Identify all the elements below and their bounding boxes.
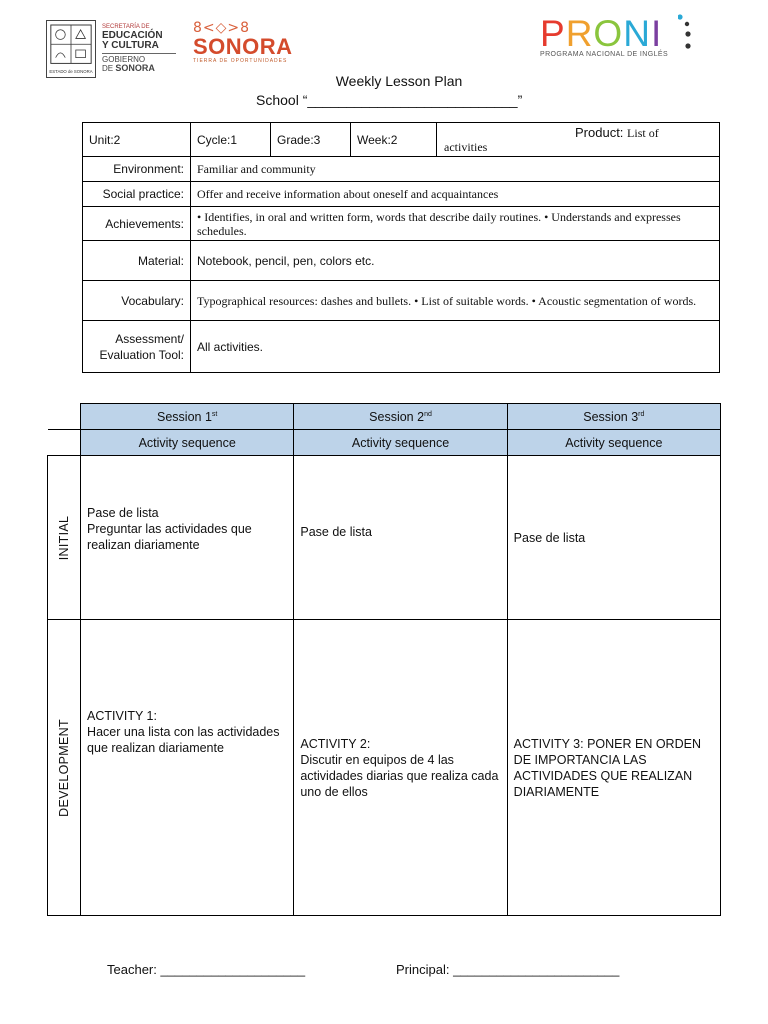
sonora-name: SONORA: [193, 34, 293, 59]
session-header-row: [48, 404, 721, 430]
development-session-2-text: ACTIVITY 2: Discutir en equipos de 4 las actividades diarias que realiza cada uno de ellos: [300, 736, 499, 799]
session-3-suffix: rd: [638, 410, 645, 418]
environment-value: Familiar and community: [191, 157, 720, 182]
sep-logo-line2: EDUCACIÓN: [102, 30, 163, 41]
sep-logo-prefix: DE: [102, 64, 114, 73]
proni-subtitle: PROGRAMA NACIONAL DE INGLÉS: [540, 51, 669, 58]
proni-letter-o: O: [593, 13, 624, 54]
environment-label: Environment:: [83, 157, 191, 182]
development-row-label-cell: [48, 620, 81, 916]
activity-sequence-row: [48, 430, 721, 456]
page-title: Weekly Lesson Plan: [335, 73, 463, 89]
session-3-label: Session 3: [583, 409, 639, 424]
principal-signature-line: Principal: _______________________: [396, 962, 620, 977]
product-value-line1: List of: [627, 126, 659, 140]
material-value: Notebook, pencil, pen, colors etc.: [191, 241, 720, 281]
sep-logo-divider: [102, 53, 176, 54]
vocabulary-label: Vocabulary:: [83, 281, 191, 321]
grade-cell: Grade:3: [271, 123, 351, 157]
sep-logo-line3: Y CULTURA: [102, 40, 159, 51]
initial-session-3-cell: [507, 456, 720, 620]
info-row: [83, 241, 720, 281]
proni-letter-i: I: [650, 13, 663, 54]
lesson-info-table: [82, 122, 720, 373]
cycle-cell: Cycle:1: [191, 123, 271, 157]
info-row: [83, 207, 720, 241]
sep-logo: [102, 24, 182, 73]
assessment-value: All activities.: [191, 321, 720, 373]
development-session-3-cell: [507, 620, 720, 916]
proni-letter-r: R: [565, 13, 594, 54]
initial-row-label-cell: [48, 456, 81, 620]
assessment-label: Assessment/ Evaluation Tool:: [83, 321, 191, 373]
info-row: [83, 182, 720, 207]
development-session-2-cell: [294, 620, 507, 916]
development-row-label: DEVELOPMENT: [57, 718, 72, 817]
seal-caption: ESTADO de SONORA: [49, 69, 93, 74]
sep-logo-state: SONORA: [115, 63, 155, 73]
sep-logo-line1: SECRETARÍA DE: [102, 24, 150, 30]
sonora-glyphs: 8<◇>8: [193, 20, 251, 36]
session-2-suffix: nd: [424, 410, 432, 418]
development-session-1-text: ACTIVITY 1: Hacer una lista con las actividades que realizan diariamente: [87, 708, 280, 755]
activity-sequence-header-1: Activity sequence: [81, 430, 294, 456]
week-cell: Week:2: [351, 123, 437, 157]
initial-session-1-text: Pase de lista Preguntar las actividades que realizan diariamente: [87, 505, 252, 552]
vocabulary-value: Typographical resources: dashes and bullets. • List of suitable words. • Acoustic segmentation of words.: [191, 281, 720, 321]
proni-letter-p: P: [540, 13, 566, 54]
social-practice-label: Social practice:: [83, 182, 191, 207]
info-row: [83, 321, 720, 373]
activity-sequence-header-3: Activity sequence: [507, 430, 720, 456]
sep-logo-line4: GOBIERNO: [102, 55, 146, 64]
session-1-label: Session 1: [157, 409, 212, 424]
initial-session-1-cell: [81, 456, 294, 620]
session-plan-table: [47, 403, 721, 916]
state-seal-icon: [47, 21, 95, 77]
sonora-tagline: TIERRA DE OPORTUNIDADES: [193, 58, 288, 64]
social-practice-value: Offer and receive information about oneself and acquaintances: [191, 182, 720, 207]
proni-letter-n: N: [623, 13, 651, 54]
initial-session-2-text: Pase de lista: [300, 524, 372, 539]
initial-row: [48, 456, 721, 620]
proni-dots-icon: [678, 14, 708, 54]
product-prefix: Product:: [575, 125, 624, 140]
initial-session-3-text: Pase de lista: [513, 530, 586, 545]
initial-row-label: INITIAL: [57, 515, 72, 560]
info-row: [83, 157, 720, 182]
session-3-header: [507, 404, 720, 430]
activity-sequence-header-2: Activity sequence: [294, 430, 507, 456]
info-row: [83, 281, 720, 321]
session-1-suffix: st: [211, 410, 218, 418]
session-2-header: [294, 404, 507, 430]
development-session-3-text: ACTIVITY 3: PONER EN ORDEN DE IMPORTANCIA LAS ACTIVIDADES QUE REALIZAN DIARIAMENTE: [513, 736, 701, 799]
unit-cell: Unit:2: [83, 123, 191, 157]
teacher-signature-line: Teacher: ____________________: [107, 962, 306, 977]
achievements-value: • Identifies, in oral and written form, words that describe daily routines. • Understands and expresses schedules.: [191, 207, 720, 241]
info-row-unit: [83, 123, 720, 157]
school-line: School “___________________________”: [256, 92, 523, 108]
session-2-label: Session 2: [369, 409, 425, 424]
product-value-line2: activities: [444, 140, 488, 154]
development-session-1-cell: [81, 620, 294, 916]
development-row: [48, 620, 721, 916]
sonora-logo: [193, 20, 299, 64]
proni-logo: [540, 14, 720, 58]
product-cell: [437, 123, 720, 157]
material-label: Material:: [83, 241, 191, 281]
initial-session-2-cell: [294, 456, 507, 620]
session-1-header: [81, 404, 294, 430]
achievements-label: Achievements:: [83, 207, 191, 241]
state-seal-logo: [46, 20, 96, 78]
